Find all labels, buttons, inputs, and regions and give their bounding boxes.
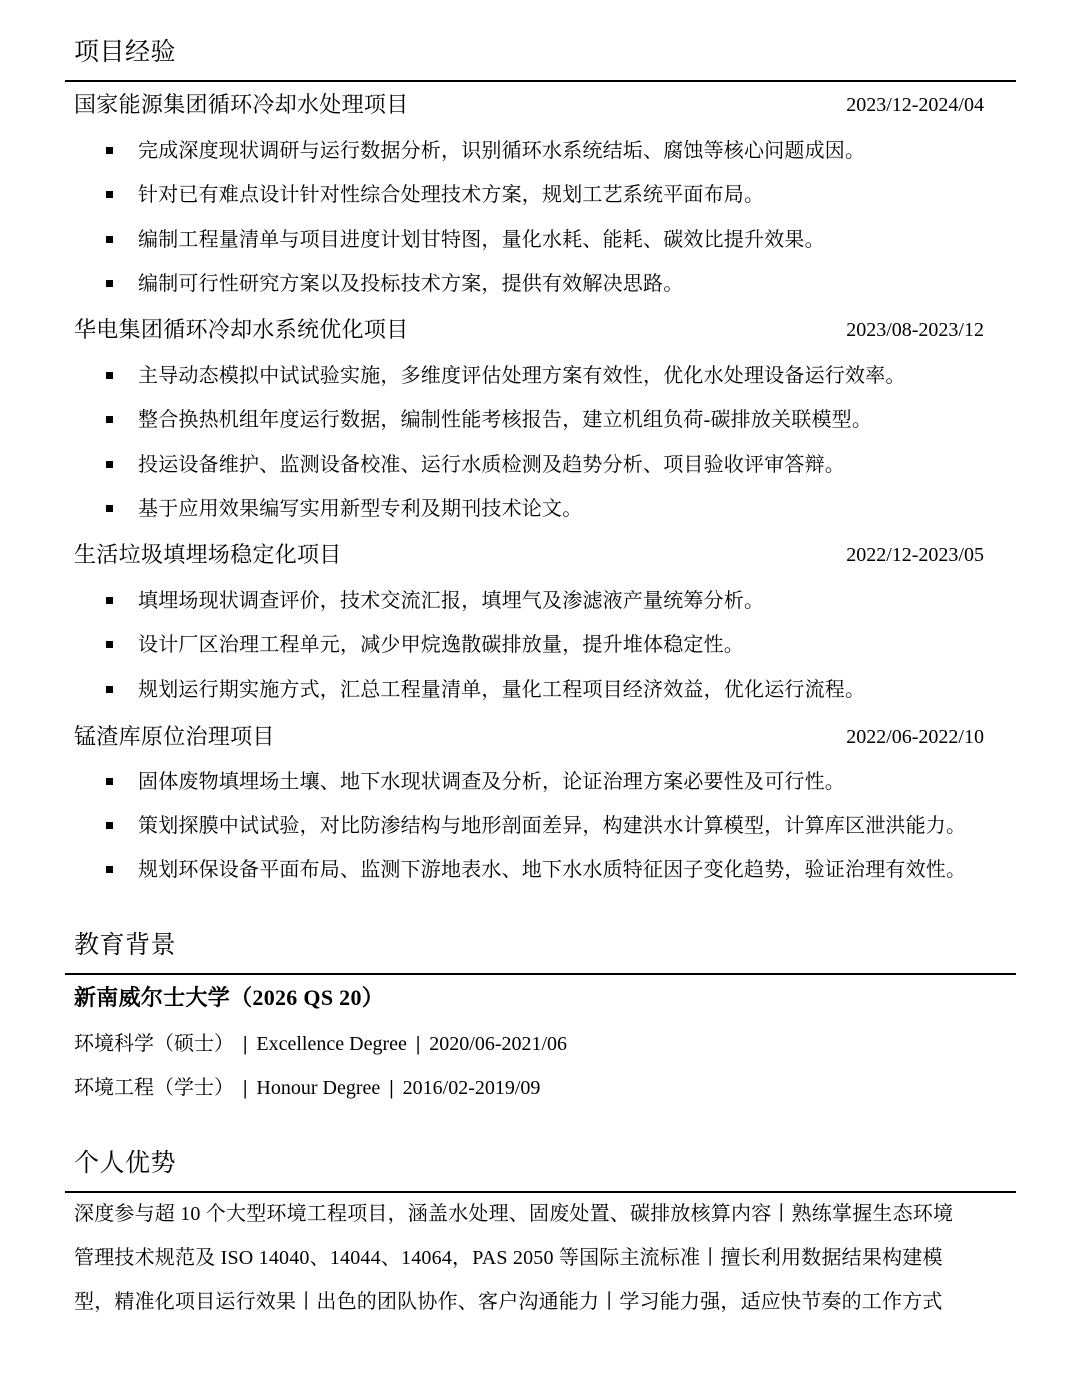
- bullet-text: 基于应用效果编写实用新型专利及期刊技术论文。: [138, 498, 583, 520]
- degree-period: 2016/02-2019/09: [402, 1077, 541, 1099]
- project-name: 国家能源集团循环冷却水处理项目: [74, 92, 409, 117]
- bullet-text: 编制可行性研究方案以及投标技术方案，提供有效解决思路。: [138, 273, 684, 295]
- project-date: 2022/12-2023/05: [846, 544, 984, 566]
- bullet-item: [106, 225, 1026, 255]
- bullet-text: 规划环保设备平面布局、监测下游地表水、地下水水质特征因子变化趋势，验证治理有效性。: [138, 859, 967, 881]
- bullet-text: 投运设备维护、监测设备校准、运行水质检测及趋势分析、项目验收评审答辩。: [138, 454, 845, 476]
- degree-row: [74, 1073, 540, 1103]
- bullet-item: [106, 855, 1026, 885]
- bullet-item: [106, 586, 1026, 616]
- bullet-square-icon: [106, 641, 113, 648]
- project-date: 2023/08-2023/12: [846, 319, 984, 341]
- bullet-item: [106, 675, 1026, 705]
- project-header: [74, 540, 984, 570]
- advantage-text-line: 深度参与超 10 个大型环境工程项目，涵盖水处理、固废处置、碳排放核算内容丨熟练掌握生态环境: [74, 1203, 954, 1225]
- advantage-text-line: 管理技术规范及 ISO 14040、14044、14064，PAS 2050 等国际主流标准丨擅长利用数据结果构建模: [74, 1247, 943, 1269]
- bullet-item: [106, 494, 1026, 524]
- bullet-square-icon: [106, 191, 113, 198]
- bullet-text: 完成深度现状调研与运行数据分析，识别循环水系统结垢、腐蚀等核心问题成因。: [138, 140, 866, 162]
- bullet-text: 主导动态模拟中试试验实施，多维度评估处理方案有效性，优化水处理设备运行效率。: [138, 365, 906, 387]
- bullet-text: 策划探膜中试试验，对比防渗结构与地形剖面差异，构建洪水计算模型，计算库区泄洪能力。: [138, 815, 967, 837]
- degree-period: 2020/06-2021/06: [429, 1033, 568, 1055]
- bullet-square-icon: [106, 147, 113, 154]
- section-divider: [65, 80, 1016, 82]
- bullet-text: 编制工程量清单与项目进度计划甘特图，量化水耗、能耗、碳效比提升效果。: [138, 229, 825, 251]
- degree-honour: Excellence Degree: [256, 1033, 407, 1055]
- project-header: [74, 315, 984, 345]
- degree-row: [74, 1029, 567, 1059]
- bullet-square-icon: [106, 505, 113, 512]
- bullet-text: 针对已有难点设计针对性综合处理技术方案，规划工艺系统平面布局。: [138, 184, 765, 206]
- bullet-text: 整合换热机组年度运行数据，编制性能考核报告，建立机组负荷-碳排放关联模型。: [138, 409, 873, 431]
- degree-major: 环境工程（学士）: [74, 1077, 234, 1099]
- bullet-item: [106, 405, 1026, 435]
- bullet-text: 设计厂区治理工程单元，减少甲烷逸散碳排放量，提升堆体稳定性。: [138, 634, 744, 656]
- bullet-square-icon: [106, 866, 113, 873]
- bullet-item: [106, 269, 1026, 299]
- school-name: 新南威尔士大学（2026 QS 20）: [74, 985, 385, 1010]
- project-header: [74, 722, 984, 752]
- bullet-square-icon: [106, 236, 113, 243]
- advantages-section-title: 个人优势: [74, 1150, 177, 1177]
- bullet-square-icon: [106, 280, 113, 287]
- bullet-item: [106, 361, 1026, 391]
- bullet-square-icon: [106, 822, 113, 829]
- bullet-item: [106, 180, 1026, 210]
- section-divider: [65, 1191, 1016, 1193]
- bullet-square-icon: [106, 597, 113, 604]
- bullet-square-icon: [106, 686, 113, 693]
- project-name: 生活垃圾填埋场稳定化项目: [74, 542, 342, 567]
- project-date: 2022/06-2022/10: [846, 726, 984, 748]
- bullet-square-icon: [106, 416, 113, 423]
- project-name: 华电集团循环冷却水系统优化项目: [74, 317, 409, 342]
- separator: |: [389, 1077, 394, 1099]
- section-divider: [65, 973, 1016, 975]
- project-header: [74, 90, 984, 120]
- bullet-item: [106, 630, 1026, 660]
- bullet-item: [106, 811, 1026, 841]
- separator: |: [243, 1033, 248, 1055]
- bullet-item: [106, 767, 1026, 797]
- project-name: 锰渣库原位治理项目: [74, 724, 275, 749]
- projects-section-title: 项目经验: [74, 39, 177, 66]
- advantage-text-line: 型，精准化项目运行效果丨出色的团队协作、客户沟通能力丨学习能力强，适应快节奏的工作方式: [74, 1291, 943, 1313]
- bullet-text: 规划运行期实施方式，汇总工程量清单，量化工程项目经济效益，优化运行流程。: [138, 679, 866, 701]
- degree-honour: Honour Degree: [256, 1077, 381, 1099]
- bullet-item: [106, 136, 1026, 166]
- bullet-square-icon: [106, 461, 113, 468]
- education-section-title: 教育背景: [74, 932, 177, 959]
- bullet-square-icon: [106, 372, 113, 379]
- project-date: 2023/12-2024/04: [846, 94, 984, 116]
- separator: |: [415, 1033, 421, 1055]
- bullet-item: [106, 450, 1026, 480]
- degree-major: 环境科学（硕士）: [74, 1033, 234, 1055]
- bullet-text: 固体废物填埋场土壤、地下水现状调查及分析，论证治理方案必要性及可行性。: [138, 771, 845, 793]
- bullet-text: 填埋场现状调查评价，技术交流汇报，填埋气及渗滤液产量统筹分析。: [138, 590, 765, 612]
- separator: |: [243, 1077, 248, 1099]
- bullet-square-icon: [106, 778, 113, 785]
